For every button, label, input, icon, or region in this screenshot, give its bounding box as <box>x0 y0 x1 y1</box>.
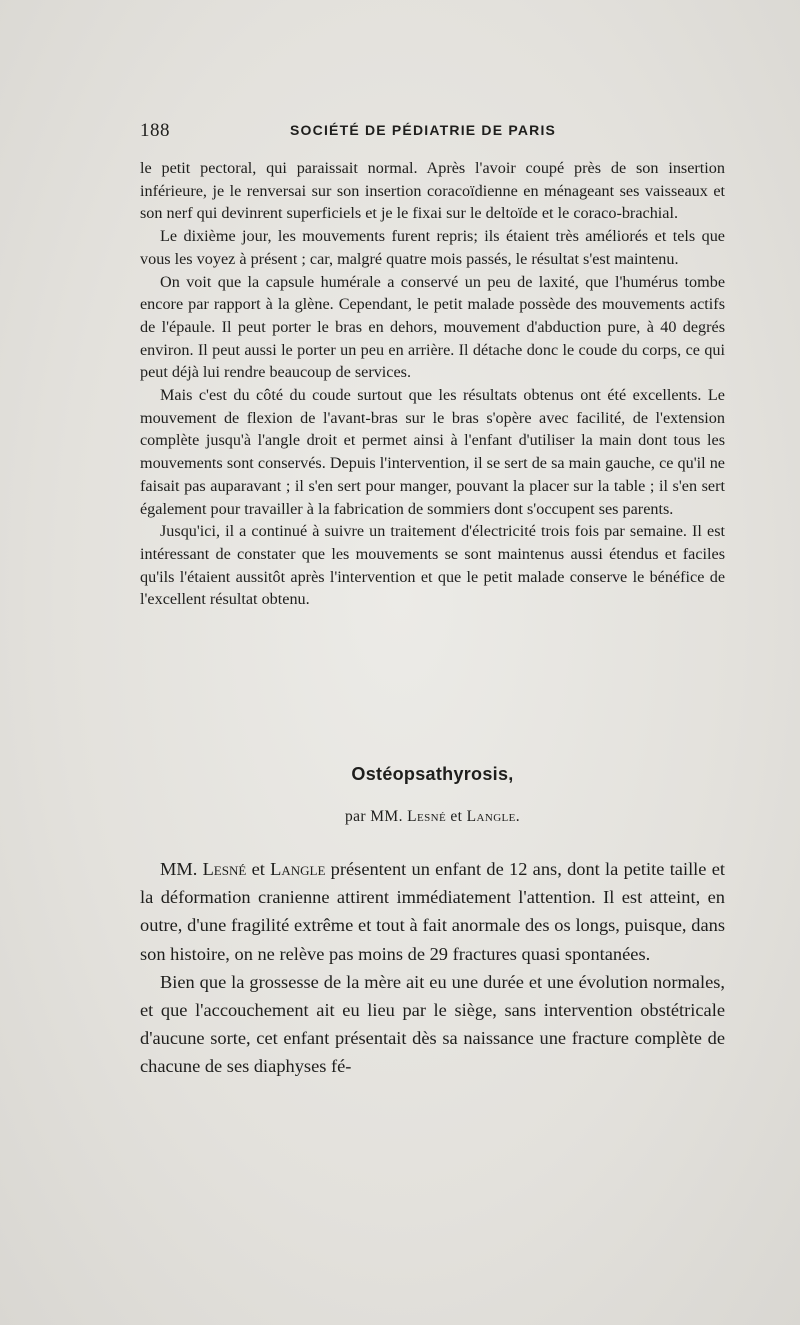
byline-suffix: . <box>515 808 521 825</box>
body-paragraph: Mais c'est du côté du coude surtout que les résultats obtenus ont été excellents. Le mouvement de flexion de l'avant-bras sur le bras s'opère avec facilité, de l'extension complète jusqu'à l'angle droit et permet ainsi à l'enfant d'utiliser la main dont tous les mouvements sont conservés. Depuis l'intervention, il se sert de sa main gauche, ce qu'il ne faisait pas auparavant ; il s'en sert pour manger, pouvant la placer sur la table ; il s'en sert également pour travailler à la fabrication de sommiers dont s'occupent ses parents. <box>140 386 725 518</box>
byline-joiner: et <box>446 808 467 825</box>
article-byline <box>140 808 725 826</box>
running-head <box>140 120 725 142</box>
previous-article-text <box>140 157 725 611</box>
article-title: Ostéopsathyrosis, <box>351 764 514 784</box>
byline-prefix: par MM. <box>344 808 408 825</box>
article-paragraph: Bien que la grossesse de la mère ait eu une durée et une évolution normales, et que l'accouchement ait eu lieu par le siège, sans intervention obstétricale d'aucune sorte, cet enfant présentait dès sa naissance une fracture complète de chacune de ses diaphyses fé- <box>140 971 725 1077</box>
author-lesne: Lesné <box>202 859 247 879</box>
paragraph-joiner: et <box>246 859 271 879</box>
body-paragraph: le petit pectoral, qui paraissait normal. Après l'avoir coupé près de son insertion inférieure, je le renversai sur son insertion coracoïdienne en ménageant ses vaisseaux et son nerf qui devinrent superficiels et je le fixai sur le deltoïde et le coraco-brachial. <box>140 159 725 223</box>
body-paragraph: Jusqu'ici, il a continué à suivre un traitement d'électricité trois fois par semaine. Il est intéressant de constater que les mouvements se sont maintenus aussi étendus et faciles qu'ils l'étaient aussitôt après l'intervention et que le petit malade conserve le bénéfice de l'excellent résultat obtenu. <box>140 522 725 609</box>
journal-title: SOCIÉTÉ DE PÉDIATRIE DE PARIS <box>290 122 557 138</box>
page-number: 188 <box>140 120 170 141</box>
author-lesne: Lesné <box>407 808 447 825</box>
body-paragraph: On voit que la capsule humérale a conservé un peu de laxité, que l'humérus tombe encore par rapport à la glène. Cependant, le petit malade possède des mouvements actifs de l'épaule. Il peut porter le bras en dehors, mouvement d'abduction pure, à 40 degrés environ. Il peut aussi le porter un peu en arrière. Il détache donc le coude du corps, ce qui peut déjà lui rendre beaucoup de services. <box>140 272 725 382</box>
article-body <box>140 855 725 1081</box>
author-langle: Langle <box>466 808 516 825</box>
paragraph-prefix: MM. <box>160 859 203 879</box>
article-paragraph <box>140 855 725 968</box>
author-langle: Langle <box>270 859 326 879</box>
paragraph-text: présentent un enfant de 12 ans, dont la petite taille et la déformation cranienne attirent immédiatement l'attention. Il est atteint, en outre, d'une fragilité extrême et tout à fait anormale des os longs, puisque, dans son histoire, on ne relève pas moins de 29 fractures quasi spontanées. <box>140 859 725 964</box>
body-paragraph: Le dixième jour, les mouvements furent repris; ils étaient très améliorés et tels que vous les voyez à présent ; car, malgré quatre mois passés, le résultat s'est maintenu. <box>140 227 725 268</box>
